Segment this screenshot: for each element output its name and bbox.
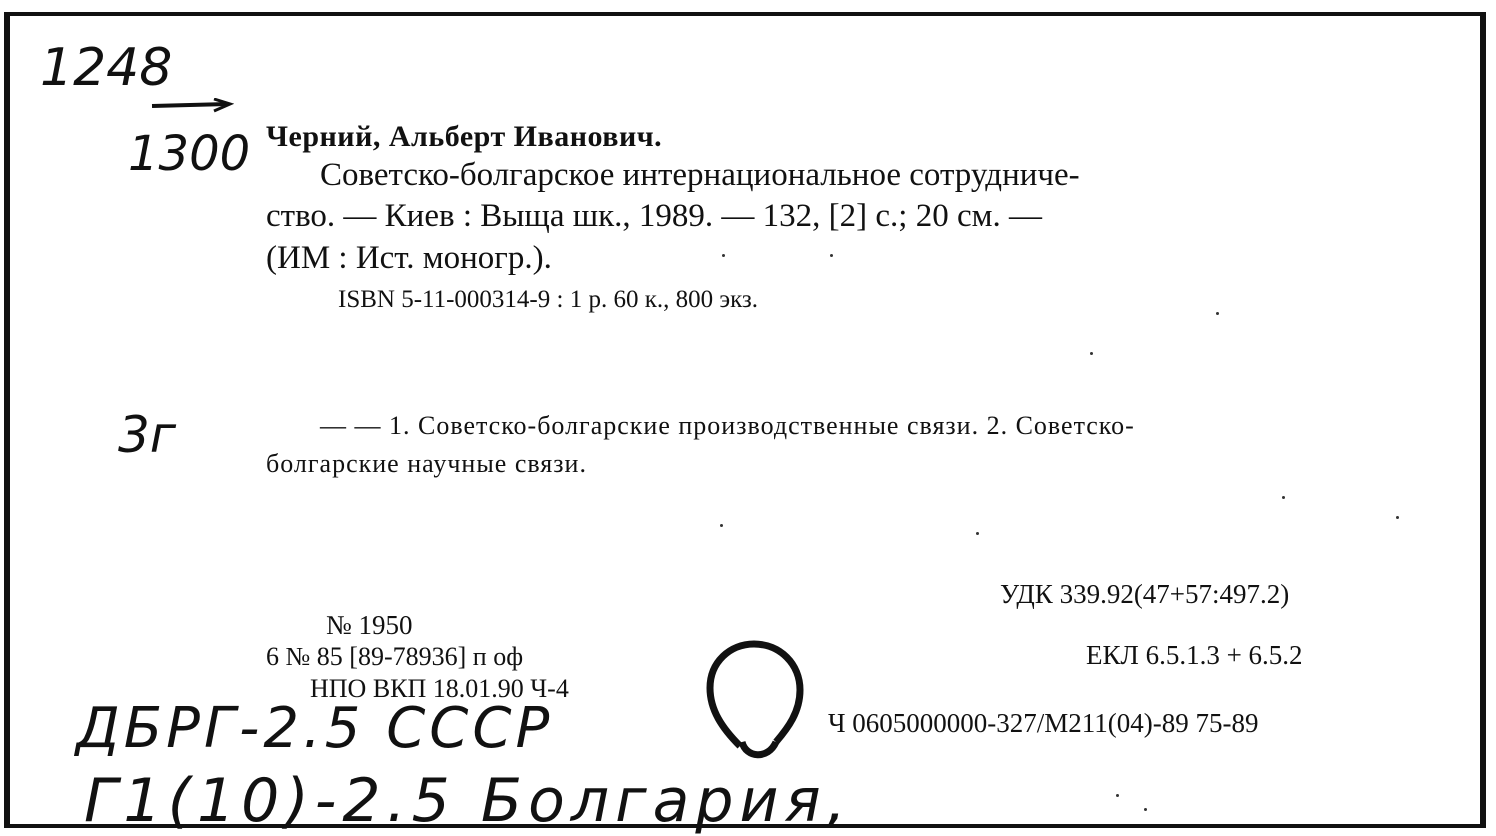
subject-headings-line-1: — — 1. Советско-болгарские производственные связи. 2. Советско- [320, 411, 1135, 440]
speck [1144, 808, 1147, 811]
speck [976, 532, 979, 535]
speck [722, 254, 725, 257]
handwritten-arrow-icon [150, 98, 234, 114]
handwritten-new-number: 1300 [128, 126, 251, 182]
speck [1116, 794, 1119, 797]
handwritten-note-line-2: Г1(10)-2.5 Болгария, [84, 766, 852, 836]
title-line-1: Советско-болгарское интернациональное сотрудниче- [320, 157, 1080, 193]
subject-headings-line-2: болгарские научные связи. [266, 449, 587, 478]
speck [1396, 516, 1399, 519]
speck [1216, 312, 1219, 315]
speck [1090, 352, 1093, 355]
speck [830, 254, 833, 257]
title-line-3: (ИМ : Ист. моногр.). [266, 240, 552, 276]
handwritten-inventory-number: 1248 [40, 38, 173, 98]
speck [720, 524, 723, 527]
punched-hole-icon [702, 638, 812, 768]
card-number: № 1950 [326, 610, 413, 640]
title-line-2: ство. — Киев : Выща шк., 1989. — 132, [2] с.; 20 см. — [266, 198, 1042, 234]
catalog-code: Ч 0605000000-327/М211(04)-89 75-89 [828, 708, 1259, 738]
handwritten-classification: 3г [118, 406, 177, 464]
ekl-code: ЕКЛ 6.5.1.3 + 6.5.2 [1086, 640, 1303, 670]
catalog-card [4, 12, 1486, 836]
speck [1282, 496, 1285, 499]
handwritten-note-line-1: ДБРГ-2.5 СССР [76, 696, 554, 761]
printing-info: НПО ВКП 18.01.90 Ч-4 [310, 674, 569, 703]
isbn-line: ISBN 5-11-000314-9 : 1 р. 60 к., 800 экз. [338, 286, 759, 313]
order-info: 6 № 85 [89-78936] п оф [266, 642, 524, 671]
author-heading: Черний, Альберт Иванович. [266, 120, 663, 153]
udk-code: УДК 339.92(47+57:497.2) [1000, 579, 1290, 609]
